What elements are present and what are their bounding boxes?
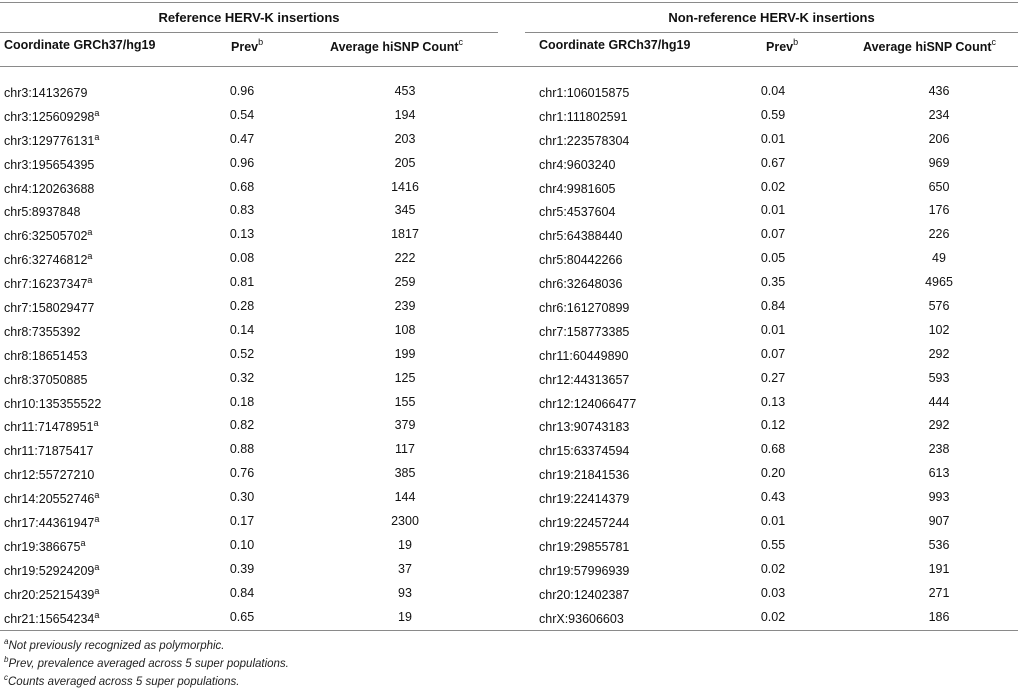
coordinate-text: chr19:22457244 <box>539 516 630 531</box>
prevalence-cell: 0.01 <box>760 131 786 146</box>
prevalence-cell: 0.68 <box>760 442 786 457</box>
prevalence-cell: 0.13 <box>229 227 255 242</box>
prevalence-cell: 0.76 <box>229 466 255 481</box>
coordinate-text: chr20:25215439 <box>4 587 95 602</box>
footnote-mark: a <box>93 418 99 429</box>
coordinate-cell <box>4 514 99 530</box>
coordinate-cell <box>4 132 99 148</box>
table-row <box>539 562 1018 586</box>
table-row <box>4 418 498 442</box>
prevalence-cell: 0.04 <box>760 84 786 98</box>
prevalence-cell: 0.18 <box>229 394 255 409</box>
coordinate-cell <box>4 203 80 219</box>
coordinate-text: chr7:16237347 <box>4 277 88 292</box>
hisnp-count-cell: 49 <box>932 251 946 266</box>
hisnp-count-cell: 102 <box>928 322 950 337</box>
coordinate-cell <box>4 84 87 100</box>
table-row <box>539 586 1018 610</box>
coordinate-text: chr6:32746812 <box>4 253 88 268</box>
prevalence-cell: 0.01 <box>760 203 786 218</box>
coordinate-text: chr8:18651453 <box>4 348 88 363</box>
coordinate-cell <box>539 108 628 124</box>
table-row <box>4 180 498 204</box>
coordinate-cell <box>4 586 99 602</box>
right-table-body <box>539 84 1018 633</box>
table-row <box>4 156 498 180</box>
prevalence-cell: 0.55 <box>760 537 786 552</box>
table-row <box>4 203 498 227</box>
prevalence-cell: 0.20 <box>760 466 786 481</box>
coordinate-cell <box>539 227 622 243</box>
coordinate-text: chr15:63374594 <box>539 444 630 459</box>
table-row <box>4 586 498 610</box>
coordinate-cell <box>4 108 99 124</box>
table-row <box>539 299 1018 323</box>
coordinate-text: chr8:7355392 <box>4 325 81 340</box>
footnote-mark: a <box>94 131 100 142</box>
prevalence-cell: 0.07 <box>760 346 786 361</box>
table-row <box>539 203 1018 227</box>
coordinate-text: chr6:161270899 <box>539 301 630 316</box>
hisnp-count-cell: 379 <box>394 418 416 433</box>
table-row <box>539 538 1018 562</box>
prevalence-cell: 0.02 <box>760 561 786 576</box>
coordinate-cell <box>4 610 99 626</box>
hisnp-count-cell: 259 <box>394 275 416 290</box>
right-header-coord: Coordinate GRCh37/hg19 <box>539 38 691 52</box>
hisnp-count-cell: 969 <box>928 155 950 170</box>
hisnp-count-cell: 199 <box>394 346 416 361</box>
prevalence-cell: 0.54 <box>229 107 255 122</box>
footnote-mark: a <box>94 514 100 525</box>
prevalence-cell: 0.84 <box>229 585 255 600</box>
prevalence-cell: 0.03 <box>760 585 786 600</box>
coordinate-cell <box>4 275 92 291</box>
left-group-title: Reference HERV-K insertions <box>158 10 340 25</box>
coordinate-text: chr5:64388440 <box>539 229 623 244</box>
table-row <box>539 156 1018 180</box>
hisnp-count-cell: 19 <box>398 537 412 552</box>
coordinate-text: chr1:106015875 <box>539 86 630 101</box>
table-row <box>4 323 498 347</box>
table-row <box>4 132 498 156</box>
coordinate-text: chr10:135355522 <box>4 396 102 411</box>
prevalence-cell: 0.14 <box>229 322 255 337</box>
coordinate-cell <box>539 156 615 172</box>
hisnp-count-cell: 345 <box>394 203 416 218</box>
coordinate-text: chr19:52924209 <box>4 563 95 578</box>
table-row <box>4 395 498 419</box>
coordinate-cell <box>4 347 87 363</box>
coordinate-text: chr19:57996939 <box>539 563 630 578</box>
right-header-prev: Prev$^b$ <box>766 37 799 55</box>
coordinate-cell <box>539 203 615 219</box>
prevalence-cell: 0.12 <box>760 418 786 433</box>
prevalence-cell: 0.96 <box>229 155 255 170</box>
coordinate-cell <box>539 371 629 387</box>
coordinate-text: chr5:8937848 <box>4 205 81 220</box>
prevalence-cell: 0.65 <box>229 609 255 624</box>
coordinate-cell <box>539 442 629 458</box>
coordinate-text: chr1:223578304 <box>539 133 630 148</box>
coordinate-text: chr11:60449890 <box>539 348 629 363</box>
hisnp-count-cell: 292 <box>928 418 950 433</box>
coordinate-text: chr3:129776131 <box>4 133 95 148</box>
prevalence-cell: 0.35 <box>760 275 786 290</box>
prevalence-cell: 0.08 <box>229 251 255 266</box>
coordinate-cell <box>4 490 99 506</box>
footnote-c: $^c$Counts averaged across 5 super populations. <box>4 673 240 688</box>
coordinate-text: chr14:20552746 <box>4 492 95 507</box>
coordinate-text: chr19:21841536 <box>539 468 630 483</box>
coordinate-text: chr1:111802591 <box>539 110 628 125</box>
table-row <box>4 347 498 371</box>
footnote-mark: a <box>94 561 100 572</box>
hisnp-count-cell: 436 <box>928 84 950 98</box>
prevalence-cell: 0.02 <box>760 609 786 624</box>
table-row <box>539 442 1018 466</box>
coordinate-cell <box>539 490 629 506</box>
table-row <box>539 371 1018 395</box>
footnote-mark: a <box>94 490 100 501</box>
coordinate-text: chr19:386675 <box>4 540 81 555</box>
hisnp-count-cell: 2300 <box>391 514 419 529</box>
footnote-mark: a <box>87 227 93 238</box>
coordinate-text: chr13:90743183 <box>539 420 630 435</box>
left-table-body <box>4 84 498 633</box>
coordinate-text: chr3:195654395 <box>4 157 95 172</box>
coordinate-cell <box>539 299 629 315</box>
coordinate-cell <box>539 323 629 339</box>
coordinate-text: chr3:14132679 <box>4 86 88 101</box>
prevalence-cell: 0.52 <box>229 346 255 361</box>
hisnp-count-cell: 155 <box>394 394 416 409</box>
prevalence-cell: 0.07 <box>760 227 786 242</box>
table-row <box>4 442 498 466</box>
left-header-prev: Prev$^b$ <box>231 37 264 55</box>
table-row <box>4 514 498 538</box>
coordinate-cell <box>539 610 624 626</box>
prevalence-cell: 0.82 <box>229 418 255 433</box>
left-header-count: Average hiSNP Count$^c$ <box>330 37 463 55</box>
hisnp-count-cell: 238 <box>928 442 950 457</box>
hisnp-count-cell: 125 <box>394 370 416 385</box>
coordinate-cell <box>4 562 99 578</box>
table-row <box>4 371 498 395</box>
hisnp-count-cell: 203 <box>394 131 416 146</box>
hisnp-count-cell: 226 <box>928 227 950 242</box>
footnote-mark: a <box>94 609 100 620</box>
right-group-rule <box>525 32 1018 33</box>
coordinate-cell <box>4 538 85 554</box>
coordinate-text: chr4:9981605 <box>539 181 616 196</box>
coordinate-text: chr11:71478951 <box>4 420 94 435</box>
table-row <box>4 108 498 132</box>
hisnp-count-cell: 239 <box>394 299 416 314</box>
hisnp-count-cell: 222 <box>394 251 416 266</box>
coordinate-text: chr12:44313657 <box>539 372 630 387</box>
hisnp-count-cell: 385 <box>394 466 416 481</box>
prevalence-cell: 0.05 <box>760 251 786 266</box>
coordinate-text: chr3:125609298 <box>4 110 95 125</box>
prevalence-cell: 0.81 <box>229 275 255 290</box>
coordinate-text: chr5:80442266 <box>539 253 623 268</box>
table-row <box>539 251 1018 275</box>
footnote-mark: a <box>87 251 93 262</box>
table-row <box>4 538 498 562</box>
hisnp-count-cell: 650 <box>928 179 950 194</box>
coordinate-text: chr17:44361947 <box>4 516 95 531</box>
table-row <box>4 466 498 490</box>
prevalence-cell: 0.43 <box>760 490 786 505</box>
coordinate-cell <box>539 347 628 363</box>
left-header-coord: Coordinate GRCh37/hg19 <box>4 38 156 52</box>
coordinate-cell <box>4 180 94 196</box>
hisnp-count-cell: 194 <box>394 107 416 122</box>
hisnp-count-cell: 271 <box>928 585 950 600</box>
table-row <box>539 275 1018 299</box>
coordinate-cell <box>4 251 92 267</box>
coordinate-cell <box>4 227 92 243</box>
prevalence-cell: 0.84 <box>760 299 786 314</box>
table-row <box>539 490 1018 514</box>
prevalence-cell: 0.83 <box>229 203 255 218</box>
footnote-mark: a <box>80 537 86 548</box>
hisnp-count-cell: 37 <box>398 561 412 576</box>
table-row <box>4 275 498 299</box>
coordinate-text: chr20:12402387 <box>539 587 630 602</box>
table-row <box>539 132 1018 156</box>
coordinate-cell <box>539 586 629 602</box>
footnote-mark: a <box>87 275 93 286</box>
hisnp-count-cell: 613 <box>928 466 950 481</box>
right-group-title: Non-reference HERV-K insertions <box>668 10 875 25</box>
prevalence-cell: 0.30 <box>229 490 255 505</box>
hisnp-count-cell: 907 <box>928 514 950 529</box>
prevalence-cell: 0.32 <box>229 370 255 385</box>
table-row <box>539 180 1018 204</box>
table-row <box>4 84 498 108</box>
coordinate-text: chr12:124066477 <box>539 396 637 411</box>
coordinate-cell <box>4 466 94 482</box>
hisnp-count-cell: 108 <box>394 322 416 337</box>
prevalence-cell: 0.01 <box>760 322 786 337</box>
bottom-rule <box>0 630 1018 631</box>
coordinate-cell <box>4 323 80 339</box>
table-row <box>4 562 498 586</box>
coordinate-cell <box>4 299 94 315</box>
coordinate-text: chr19:29855781 <box>539 540 630 555</box>
prevalence-cell: 0.27 <box>760 370 786 385</box>
prevalence-cell: 0.39 <box>229 561 255 576</box>
hisnp-count-cell: 536 <box>928 537 950 552</box>
coordinate-cell <box>539 514 629 530</box>
coordinate-cell <box>4 395 101 411</box>
hisnp-count-cell: 453 <box>394 84 416 98</box>
table-row <box>539 514 1018 538</box>
footnote-a: $^a$Not previously recognized as polymorphic. <box>4 637 225 652</box>
top-rule <box>0 2 1018 3</box>
coordinate-cell <box>539 275 622 291</box>
coordinate-cell <box>539 251 622 267</box>
coordinate-cell <box>539 180 615 196</box>
hisnp-count-cell: 191 <box>928 561 950 576</box>
coordinate-cell <box>539 418 629 434</box>
hisnp-count-cell: 1817 <box>391 227 419 242</box>
coordinate-cell <box>539 466 629 482</box>
coordinate-cell <box>539 395 636 411</box>
table-row <box>539 227 1018 251</box>
coordinate-text: chr5:4537604 <box>539 205 616 220</box>
coordinate-text: chr8:37050885 <box>4 372 88 387</box>
coordinate-cell <box>539 132 629 148</box>
footnote-b: $^b$Prev, prevalence averaged across 5 super populations. <box>4 655 289 670</box>
footnote-mark: a <box>94 585 100 596</box>
hisnp-count-cell: 4965 <box>925 275 953 290</box>
hisnp-count-cell: 117 <box>395 442 415 457</box>
table-row <box>539 347 1018 371</box>
coordinate-cell <box>4 156 94 172</box>
hisnp-count-cell: 93 <box>398 585 412 600</box>
table-row <box>4 227 498 251</box>
coordinate-text: chr4:120263688 <box>4 181 95 196</box>
prevalence-cell: 0.13 <box>760 394 786 409</box>
coordinate-cell <box>539 84 629 100</box>
table-row <box>4 490 498 514</box>
table-row <box>539 395 1018 419</box>
table-row <box>4 299 498 323</box>
prevalence-cell: 0.02 <box>760 179 786 194</box>
table-row <box>539 466 1018 490</box>
coordinate-text: chr12:55727210 <box>4 468 95 483</box>
coordinate-text: chr21:15654234 <box>4 611 95 626</box>
hisnp-count-cell: 1416 <box>391 179 419 194</box>
hisnp-count-cell: 144 <box>394 490 416 505</box>
prevalence-cell: 0.96 <box>229 84 255 98</box>
coordinate-cell <box>539 562 629 578</box>
coordinate-cell <box>4 442 93 458</box>
hisnp-count-cell: 593 <box>928 370 950 385</box>
hisnp-count-cell: 576 <box>928 299 950 314</box>
coordinate-text: chr7:158773385 <box>539 325 630 340</box>
footnote-mark: a <box>94 107 100 118</box>
coordinate-text: chr6:32505702 <box>4 229 88 244</box>
table-row <box>539 323 1018 347</box>
hisnp-count-cell: 186 <box>928 609 950 624</box>
hisnp-count-cell: 993 <box>928 490 950 505</box>
prevalence-cell: 0.28 <box>229 299 255 314</box>
coordinate-cell <box>4 371 87 387</box>
table-row <box>539 418 1018 442</box>
coordinate-cell <box>539 538 629 554</box>
coordinate-cell <box>4 418 98 434</box>
hisnp-count-cell: 19 <box>398 609 412 624</box>
coordinate-text: chr19:22414379 <box>539 492 630 507</box>
table-row <box>539 108 1018 132</box>
right-header-count: Average hiSNP Count$^c$ <box>863 37 996 55</box>
header-rule <box>0 66 1018 67</box>
hisnp-count-cell: 176 <box>928 203 950 218</box>
prevalence-cell: 0.10 <box>229 537 255 552</box>
hisnp-count-cell: 234 <box>928 107 950 122</box>
prevalence-cell: 0.01 <box>760 514 786 529</box>
hisnp-count-cell: 206 <box>928 131 950 146</box>
coordinate-text: chr4:9603240 <box>539 157 616 172</box>
prevalence-cell: 0.59 <box>760 107 786 122</box>
table-row <box>539 84 1018 108</box>
prevalence-cell: 0.67 <box>760 155 786 170</box>
hisnp-count-cell: 292 <box>928 346 950 361</box>
prevalence-cell: 0.68 <box>229 179 255 194</box>
coordinate-text: chr6:32648036 <box>539 277 623 292</box>
prevalence-cell: 0.17 <box>229 514 255 529</box>
coordinate-text: chrX:93606603 <box>539 611 624 626</box>
prevalence-cell: 0.47 <box>229 131 255 146</box>
coordinate-text: chr7:158029477 <box>4 301 95 316</box>
table-row <box>4 251 498 275</box>
hisnp-count-cell: 444 <box>928 394 950 409</box>
left-group-rule <box>0 32 498 33</box>
prevalence-cell: 0.88 <box>229 442 255 457</box>
hisnp-count-cell: 205 <box>394 155 416 170</box>
coordinate-text: chr11:71875417 <box>4 444 94 459</box>
